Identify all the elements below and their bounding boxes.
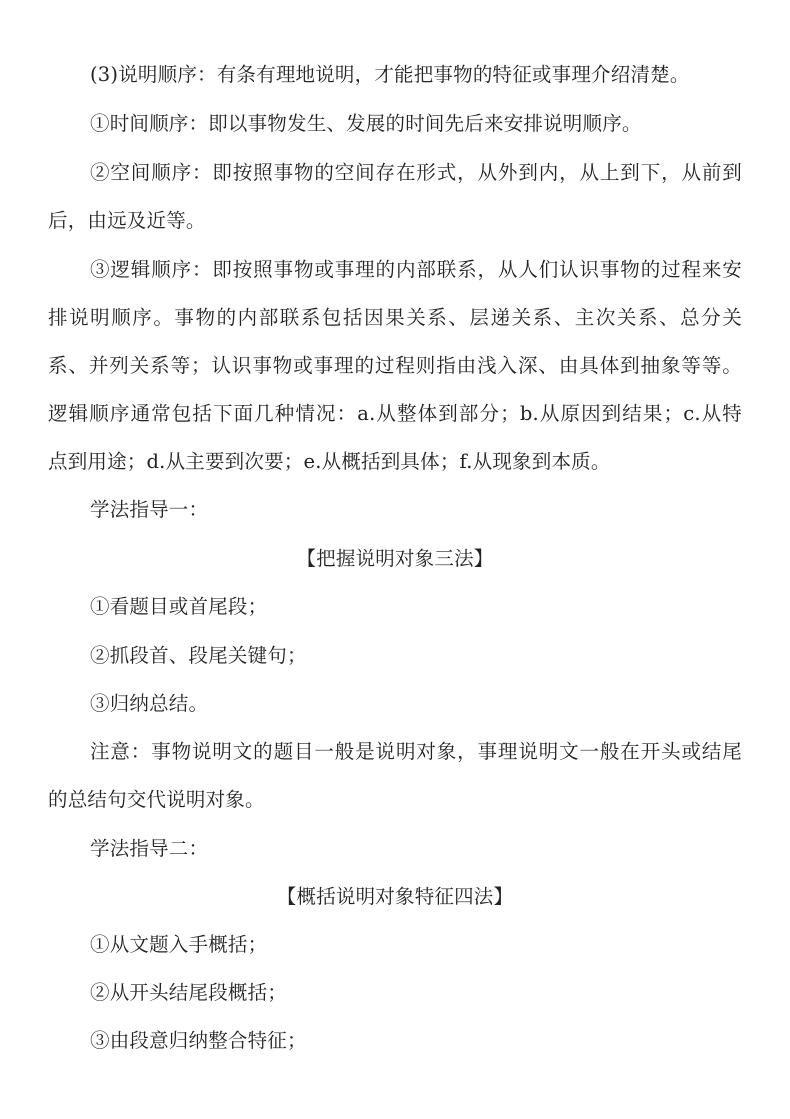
- note-line2: 的总结句交代说明对象。: [48, 788, 265, 811]
- paragraph-logic-order-line1: ③逻辑顺序：即按照事物或事理的内部联系，从人们认识事物的过程来安: [90, 258, 742, 281]
- feature-method-item-2: ②从开头结尾段概括；: [90, 981, 288, 1004]
- feature-method-item-1: ①从文题入手概括；: [90, 933, 268, 956]
- paragraph-logic-order-line5: 点到用途；d.从主要到次要；e.从概括到具体；f.从现象到本质。: [48, 450, 611, 473]
- study-guide-2-heading: 学法指导二：: [90, 837, 209, 860]
- section-title-three-methods: 【把握说明对象三法】: [296, 547, 494, 570]
- paragraph-explanation-order: (3)说明顺序：有条有理地说明，才能把事物的特征或事理介绍清楚。: [90, 63, 690, 86]
- method-item-3: ③归纳总结。: [90, 692, 209, 715]
- method-item-2: ②抓段首、段尾关键句；: [90, 644, 307, 667]
- paragraph-logic-order-line2: 排说明顺序。事物的内部联系包括因果关系、层递关系、主次关系、总分关: [48, 306, 742, 329]
- paragraph-logic-order-line3: 系、并列关系等；认识事物或事理的过程则指由浅入深、由具体到抽象等等。: [48, 354, 742, 377]
- feature-method-item-3: ③由段意归纳整合特征；: [90, 1029, 307, 1052]
- method-item-1: ①看题目或首尾段；: [90, 595, 268, 618]
- paragraph-time-order: ①时间顺序：即以事物发生、发展的时间先后来安排说明顺序。: [90, 112, 642, 135]
- paragraph-space-order-line2: 后，由远及近等。: [48, 209, 206, 232]
- section-title-four-methods: 【概括说明对象特征四法】: [276, 885, 514, 908]
- paragraph-logic-order-line4: 逻辑顺序通常包括下面几种情况：a.从整体到部分；b.从原因到结果；c.从特: [48, 402, 742, 425]
- study-guide-1-heading: 学法指导一：: [90, 498, 209, 521]
- note-line1: 注意：事物说明文的题目一般是说明对象，事理说明文一般在开头或结尾: [90, 740, 742, 763]
- paragraph-space-order-line1: ②空间顺序：即按照事物的空间存在形式，从外到内，从上到下，从前到: [90, 161, 742, 184]
